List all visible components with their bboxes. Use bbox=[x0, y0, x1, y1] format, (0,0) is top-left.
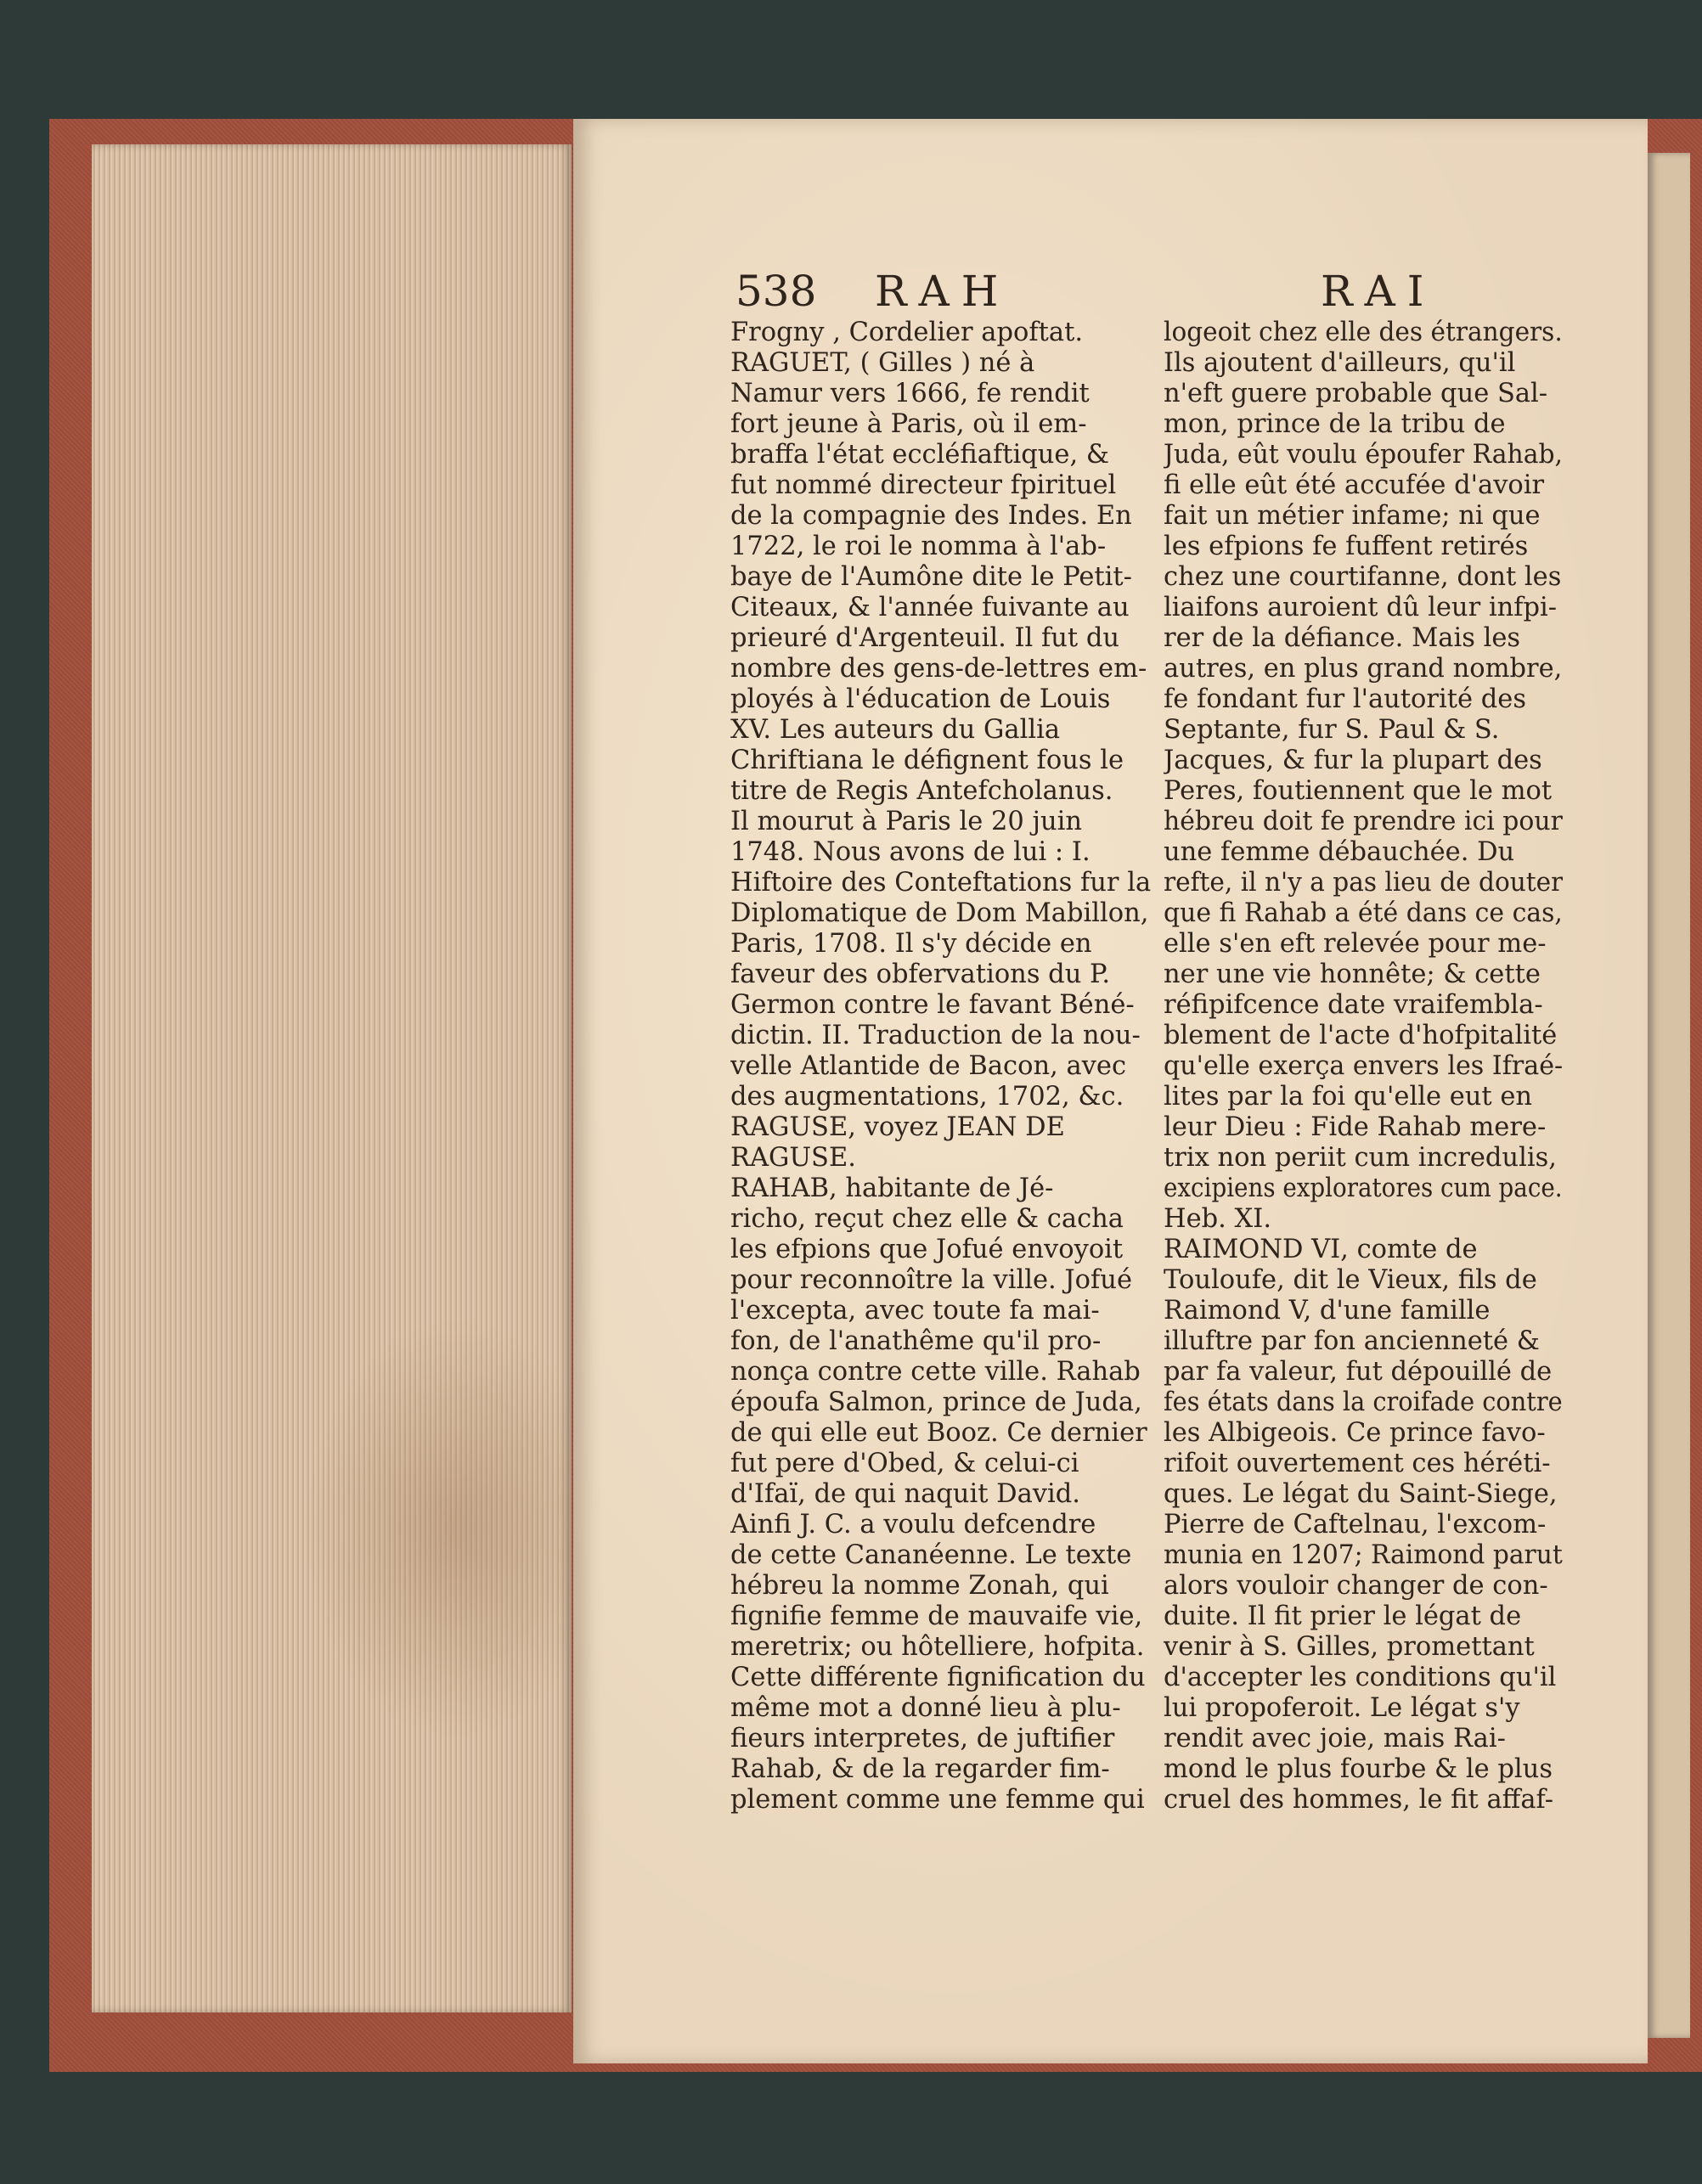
text-line: rifoit ouvertement ces héréti- bbox=[1164, 1449, 1551, 1478]
text-line: braffa l'état eccléfiaftique, & bbox=[730, 440, 1110, 470]
text-line: baye de l'Aumône dite le Petit- bbox=[730, 562, 1132, 592]
text-line: Juda, eût voulu époufer Rahab, bbox=[1164, 440, 1563, 470]
text-line: Hiftoire des Conteftations fur la bbox=[730, 868, 1152, 898]
text-line: plement comme une femme qui bbox=[730, 1785, 1145, 1815]
text-line: refte, il n'y a pas lieu de douter bbox=[1164, 868, 1563, 898]
text-line: Germon contre le favant Béné- bbox=[730, 990, 1135, 1020]
text-line: 1722, le roi le nomma à l'ab- bbox=[730, 532, 1107, 561]
running-head-right: RAI bbox=[1321, 267, 1436, 316]
text-line: trix non periit cum incredulis, bbox=[1164, 1143, 1557, 1173]
text-line: fi elle eût été accufée d'avoir bbox=[1164, 470, 1545, 500]
text-line: Septante, fur S. Paul & S. bbox=[1164, 715, 1500, 745]
text-line: pour reconnoître la ville. Jofué bbox=[730, 1265, 1133, 1295]
text-line: RAGUSE. bbox=[730, 1143, 856, 1173]
text-line: RAGUET, ( Gilles ) né à bbox=[730, 348, 1035, 378]
text-line: mond le plus fourbe & le plus bbox=[1164, 1754, 1553, 1784]
text-line: ques. Le légat du Saint-Siege, bbox=[1164, 1479, 1558, 1509]
text-line: fort jeune à Paris, où il em- bbox=[730, 409, 1087, 439]
text-line: d'accepter les conditions qu'il bbox=[1164, 1663, 1557, 1692]
text-line: munia en 1207; Raimond parut bbox=[1164, 1540, 1563, 1570]
left-column bbox=[730, 318, 1155, 1815]
text-line: Frogny , Cordelier apoftat. bbox=[730, 318, 1084, 347]
text-line: l'excepta, avec toute fa mai- bbox=[730, 1296, 1100, 1326]
text-line: Citeaux, & l'année fuivante au bbox=[730, 593, 1130, 622]
text-line: d'Ifaï, de qui naquit David. bbox=[730, 1479, 1081, 1509]
text-line: des augmentations, 1702, &c. bbox=[730, 1082, 1124, 1112]
text-line: blement de l'acte d'hofpitalité bbox=[1164, 1021, 1558, 1050]
text-line: rer de la défiance. Mais les bbox=[1164, 623, 1521, 653]
text-line: Rahab, & de la regarder fim- bbox=[730, 1754, 1110, 1784]
text-line: mon, prince de la tribu de bbox=[1164, 409, 1506, 439]
running-head-left: RAH bbox=[875, 267, 1011, 316]
text-line: fignifie femme de mauvaife vie, bbox=[730, 1601, 1143, 1631]
text-line: les efpions fe fuffent retirés bbox=[1164, 532, 1529, 561]
right-column bbox=[1164, 318, 1563, 1815]
text-line: Paris, 1708. Il s'y décide en bbox=[730, 929, 1092, 959]
text-line: Namur vers 1666, fe rendit bbox=[730, 379, 1090, 408]
text-line: ployés à l'éducation de Louis bbox=[730, 684, 1111, 714]
text-line: Pierre de Caftelnau, l'excom- bbox=[1164, 1510, 1547, 1539]
text-line: Jacques, & fur la plupart des bbox=[1164, 746, 1542, 775]
text-line: réfipifcence date vraifembla- bbox=[1164, 990, 1543, 1020]
text-line: meretrix; ou hôtelliere, hofpita. bbox=[730, 1632, 1145, 1662]
text-line: par fa valeur, fut dépouillé de bbox=[1164, 1357, 1553, 1387]
text-line: velle Atlantide de Bacon, avec bbox=[730, 1051, 1127, 1081]
text-line: qu'elle exerça envers les Ifraé- bbox=[1164, 1051, 1563, 1081]
text-line: RAGUSE, voyez JEAN DE bbox=[730, 1112, 1065, 1142]
text-line: alors vouloir changer de con- bbox=[1164, 1571, 1548, 1601]
text-line: RAIMOND VI, comte de bbox=[1164, 1235, 1478, 1264]
text-line: titre de Regis Antefcholanus. bbox=[730, 776, 1113, 806]
text-line: prieuré d'Argenteuil. Il fut du bbox=[730, 623, 1120, 653]
text-line: fut nommé directeur fpirituel bbox=[730, 470, 1117, 500]
text-line: même mot a donné lieu à plu- bbox=[730, 1693, 1121, 1723]
text-line: Cette différente fignification du bbox=[730, 1663, 1146, 1692]
text-line: lites par la foi qu'elle eut en bbox=[1164, 1082, 1533, 1112]
text-line: Ils ajoutent d'ailleurs, qu'il bbox=[1164, 348, 1516, 378]
text-line: n'eft guere probable que Sal- bbox=[1164, 379, 1548, 408]
text-line: Raimond V, d'une famille bbox=[1164, 1296, 1491, 1326]
text-line: chez une courtifanne, dont les bbox=[1164, 562, 1562, 592]
text-line: Diplomatique de Dom Mabillon, bbox=[730, 898, 1149, 928]
facing-page-edge bbox=[1648, 153, 1690, 2038]
text-line: liaifons auroient dû leur infpi- bbox=[1164, 593, 1558, 622]
text-line: duite. Il fit prier le légat de bbox=[1164, 1601, 1522, 1631]
text-line: Chriftiana le défignent fous le bbox=[730, 746, 1124, 775]
text-line: de cette Cananéenne. Le texte bbox=[730, 1540, 1132, 1570]
text-line: fe fondant fur l'autorité des bbox=[1164, 684, 1526, 714]
text-line: de la compagnie des Indes. En bbox=[730, 501, 1132, 531]
text-line: illuftre par fon ancienneté & bbox=[1164, 1326, 1540, 1356]
text-line: RAHAB, habitante de Jé- bbox=[730, 1174, 1054, 1203]
text-line: logeoit chez elle des étrangers. bbox=[1164, 318, 1563, 347]
text-line: autres, en plus grand nombre, bbox=[1164, 654, 1563, 684]
text-line: une femme débauchée. Du bbox=[1164, 837, 1515, 867]
text-line: lui propoferoit. Le légat s'y bbox=[1164, 1693, 1520, 1723]
text-line: excipiens exploratores cum pace. bbox=[1164, 1174, 1563, 1203]
text-line: de qui elle eut Booz. Ce dernier bbox=[730, 1418, 1147, 1448]
text-line: fieurs interpretes, de juftifier bbox=[730, 1724, 1115, 1753]
text-line: richo, reçut chez elle & cacha bbox=[730, 1204, 1124, 1234]
text-line: époufa Salmon, prince de Juda, bbox=[730, 1388, 1142, 1417]
text-line: nombre des gens-de-lettres em- bbox=[730, 654, 1147, 684]
text-line: faveur des obfervations du P. bbox=[730, 960, 1111, 989]
text-line: venir à S. Gilles, promettant bbox=[1164, 1632, 1535, 1662]
text-line: fait un métier infame; ni que bbox=[1164, 501, 1541, 531]
text-line: ner une vie honnête; & cette bbox=[1164, 960, 1541, 989]
page-block-edge bbox=[92, 144, 572, 2012]
text-line: Peres, foutiennent que le mot bbox=[1164, 776, 1553, 806]
text-line: Il mourut à Paris le 20 juin bbox=[730, 807, 1082, 836]
text-line: elle s'en eft relevée pour me- bbox=[1164, 929, 1547, 959]
text-line: 1748. Nous avons de lui : I. bbox=[730, 837, 1091, 867]
text-line: rendit avec joie, mais Rai- bbox=[1164, 1724, 1506, 1753]
text-line: que fi Rahab a été dans ce cas, bbox=[1164, 898, 1563, 928]
page-number: 538 bbox=[735, 267, 817, 316]
text-line: nonça contre cette ville. Rahab bbox=[730, 1357, 1141, 1387]
text-line: XV. Les auteurs du Gallia bbox=[730, 715, 1061, 745]
text-line: leur Dieu : Fide Rahab mere- bbox=[1164, 1112, 1547, 1142]
water-stain bbox=[304, 1316, 610, 1741]
text-line: fes états dans la croifade contre bbox=[1164, 1388, 1563, 1417]
text-line: dictin. II. Traduction de la nou- bbox=[730, 1021, 1141, 1050]
text-line: hébreu doit fe prendre ici pour bbox=[1164, 807, 1563, 836]
text-line: fon, de l'anathême qu'il pro- bbox=[730, 1326, 1102, 1356]
text-line: hébreu la nomme Zonah, qui bbox=[730, 1571, 1109, 1601]
text-line: cruel des hommes, le fit affaf- bbox=[1164, 1785, 1554, 1815]
text-line: Heb. XI. bbox=[1164, 1204, 1272, 1234]
text-line: fut pere d'Obed, & celui-ci bbox=[730, 1449, 1079, 1478]
text-line: Ainfi J. C. a voulu defcendre bbox=[730, 1510, 1096, 1539]
text-line: Touloufe, dit le Vieux, fils de bbox=[1164, 1265, 1537, 1295]
text-line: les efpions que Jofué envoyoit bbox=[730, 1235, 1124, 1264]
text-line: les Albigeois. Ce prince favo- bbox=[1164, 1418, 1546, 1448]
